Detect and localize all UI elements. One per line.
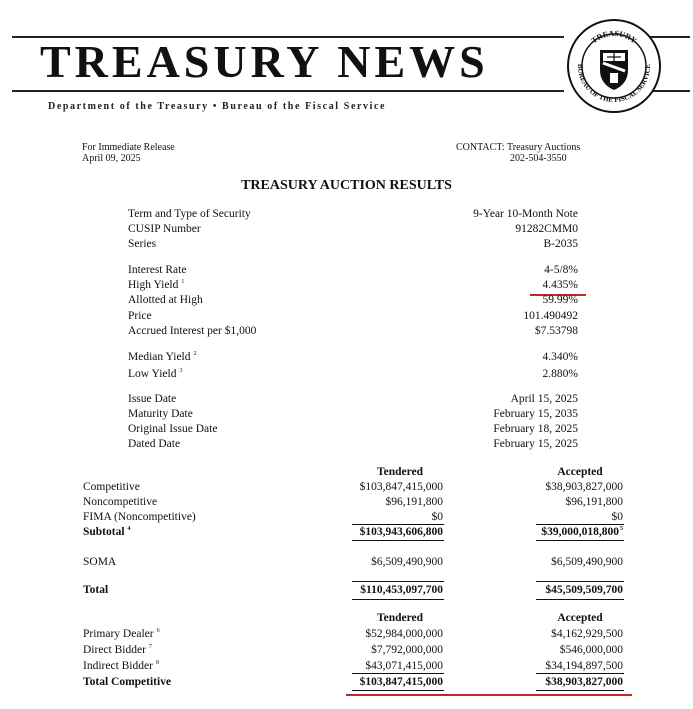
- security-value: 91282CMM0: [515, 223, 578, 235]
- total-tendered: $110,453,097,700: [360, 584, 443, 596]
- masthead-subtitle: Department of the Treasury • Bureau of the Fiscal Service: [48, 101, 387, 112]
- competitive-total-rule: [352, 673, 444, 674]
- col-header-accepted: Accepted: [557, 612, 603, 624]
- bid-accepted: $0: [611, 511, 623, 523]
- security-label: CUSIP Number: [128, 223, 201, 235]
- security-value: 9-Year 10-Month Note: [473, 208, 578, 220]
- bidder-accepted: $546,000,000: [559, 644, 623, 656]
- yield-value: 4.340%: [542, 351, 578, 363]
- date-value: February 18, 2025: [493, 423, 578, 435]
- total-underline: [352, 599, 444, 600]
- subtotal-accepted: $39,000,018,800$^5$: [541, 526, 623, 538]
- bid-tendered: $0: [431, 511, 443, 523]
- bid-label: Competitive: [83, 481, 140, 493]
- bidder-accepted: $4,162,929,500: [551, 628, 623, 640]
- competitive-total-underline: [352, 690, 444, 691]
- bidder-accepted: $34,194,897,500: [545, 660, 623, 672]
- total-competitive-accepted: $38,903,827,000: [545, 676, 623, 688]
- bid-accepted: $38,903,827,000: [545, 481, 623, 493]
- contact-label: CONTACT: Treasury Auctions: [456, 142, 581, 153]
- treasury-seal-logo: [566, 18, 662, 114]
- rate-value: $7.53798: [534, 325, 578, 337]
- security-label: Series: [128, 238, 157, 250]
- bid-tendered: $103,847,415,000: [359, 481, 443, 493]
- yield-label: Low Yield $^3$: [128, 368, 183, 380]
- document-title: TREASURY AUCTION RESULTS: [241, 178, 452, 193]
- total-rule: [352, 581, 444, 582]
- rate-value: 4-5/8%: [544, 264, 578, 276]
- total-rule: [536, 581, 624, 582]
- rate-label: Price: [128, 310, 152, 322]
- bidder-tendered: $7,792,000,000: [371, 644, 443, 656]
- total-competitive-highlight: [346, 694, 632, 696]
- subtotal-rule: [352, 524, 444, 525]
- rate-label: Accrued Interest per $1,000: [128, 325, 257, 337]
- col-header-accepted: Accepted: [557, 466, 603, 478]
- subtotal-label: Subtotal $^4$: [83, 526, 131, 538]
- total-competitive-tendered: $103,847,415,000: [359, 676, 443, 688]
- total-label: Total: [83, 584, 109, 596]
- release-label: For Immediate Release: [82, 142, 175, 153]
- total-underline: [536, 599, 624, 600]
- masthead-bottom-rule: [12, 90, 564, 92]
- security-value: B-2035: [543, 238, 578, 250]
- soma-label: SOMA: [83, 556, 117, 568]
- total-accepted: $45,509,509,700: [545, 584, 623, 596]
- bid-tendered: $96,191,800: [385, 496, 443, 508]
- competitive-total-rule: [536, 673, 624, 674]
- release-date: April 09, 2025: [82, 153, 141, 164]
- col-header-tendered: Tendered: [376, 612, 423, 624]
- date-value: February 15, 2035: [493, 408, 578, 420]
- date-value: April 15, 2025: [510, 393, 578, 405]
- soma-tendered: $6,509,490,900: [371, 556, 443, 568]
- rate-value: 59.99%: [542, 294, 578, 306]
- svg-text:BUREAU OF THE FISCAL SERVICE: BUREAU OF THE FISCAL SERVICE: [575, 63, 653, 105]
- subtotal-rule: [536, 524, 624, 525]
- security-label: Term and Type of Security: [128, 208, 251, 220]
- yield-label: Median Yield $^2$: [128, 351, 197, 363]
- high-yield-value: 4.435%: [542, 279, 578, 291]
- rate-label: High Yield $^1$: [128, 279, 185, 291]
- subtotal-tendered: $103,943,606,800: [359, 526, 443, 538]
- subtotal-underline: [352, 540, 444, 541]
- bidder-label: Indirect Bidder $^8$: [83, 660, 159, 672]
- date-label: Dated Date: [128, 438, 181, 450]
- soma-accepted: $6,509,490,900: [551, 556, 623, 568]
- bidder-tendered: $43,071,415,000: [365, 660, 443, 672]
- bidder-tendered: $52,984,000,000: [365, 628, 443, 640]
- subtotal-underline: [536, 540, 624, 541]
- bid-label: FIMA (Noncompetitive): [83, 511, 196, 523]
- bid-accepted: $96,191,800: [565, 496, 623, 508]
- col-header-tendered: Tendered: [376, 466, 423, 478]
- total-competitive-label: Total Competitive: [83, 676, 172, 688]
- date-label: Maturity Date: [128, 408, 193, 420]
- contact-phone: 202-504-3550: [510, 153, 567, 164]
- competitive-total-underline: [536, 690, 624, 691]
- yield-value: 2.880%: [542, 368, 578, 380]
- bidder-label: Primary Dealer $^6$: [83, 628, 160, 640]
- bidder-label: Direct Bidder $^7$: [83, 644, 152, 656]
- date-label: Original Issue Date: [128, 423, 218, 435]
- svg-text:TREASURY: TREASURY: [589, 28, 639, 46]
- rate-label: Allotted at High: [128, 294, 203, 306]
- rate-label: Interest Rate: [128, 264, 187, 276]
- rate-value: 101.490492: [523, 310, 578, 322]
- bid-label: Noncompetitive: [83, 496, 158, 508]
- masthead-title: TREASURY NEWS: [40, 36, 489, 87]
- date-value: February 15, 2025: [493, 438, 578, 450]
- date-label: Issue Date: [128, 393, 177, 405]
